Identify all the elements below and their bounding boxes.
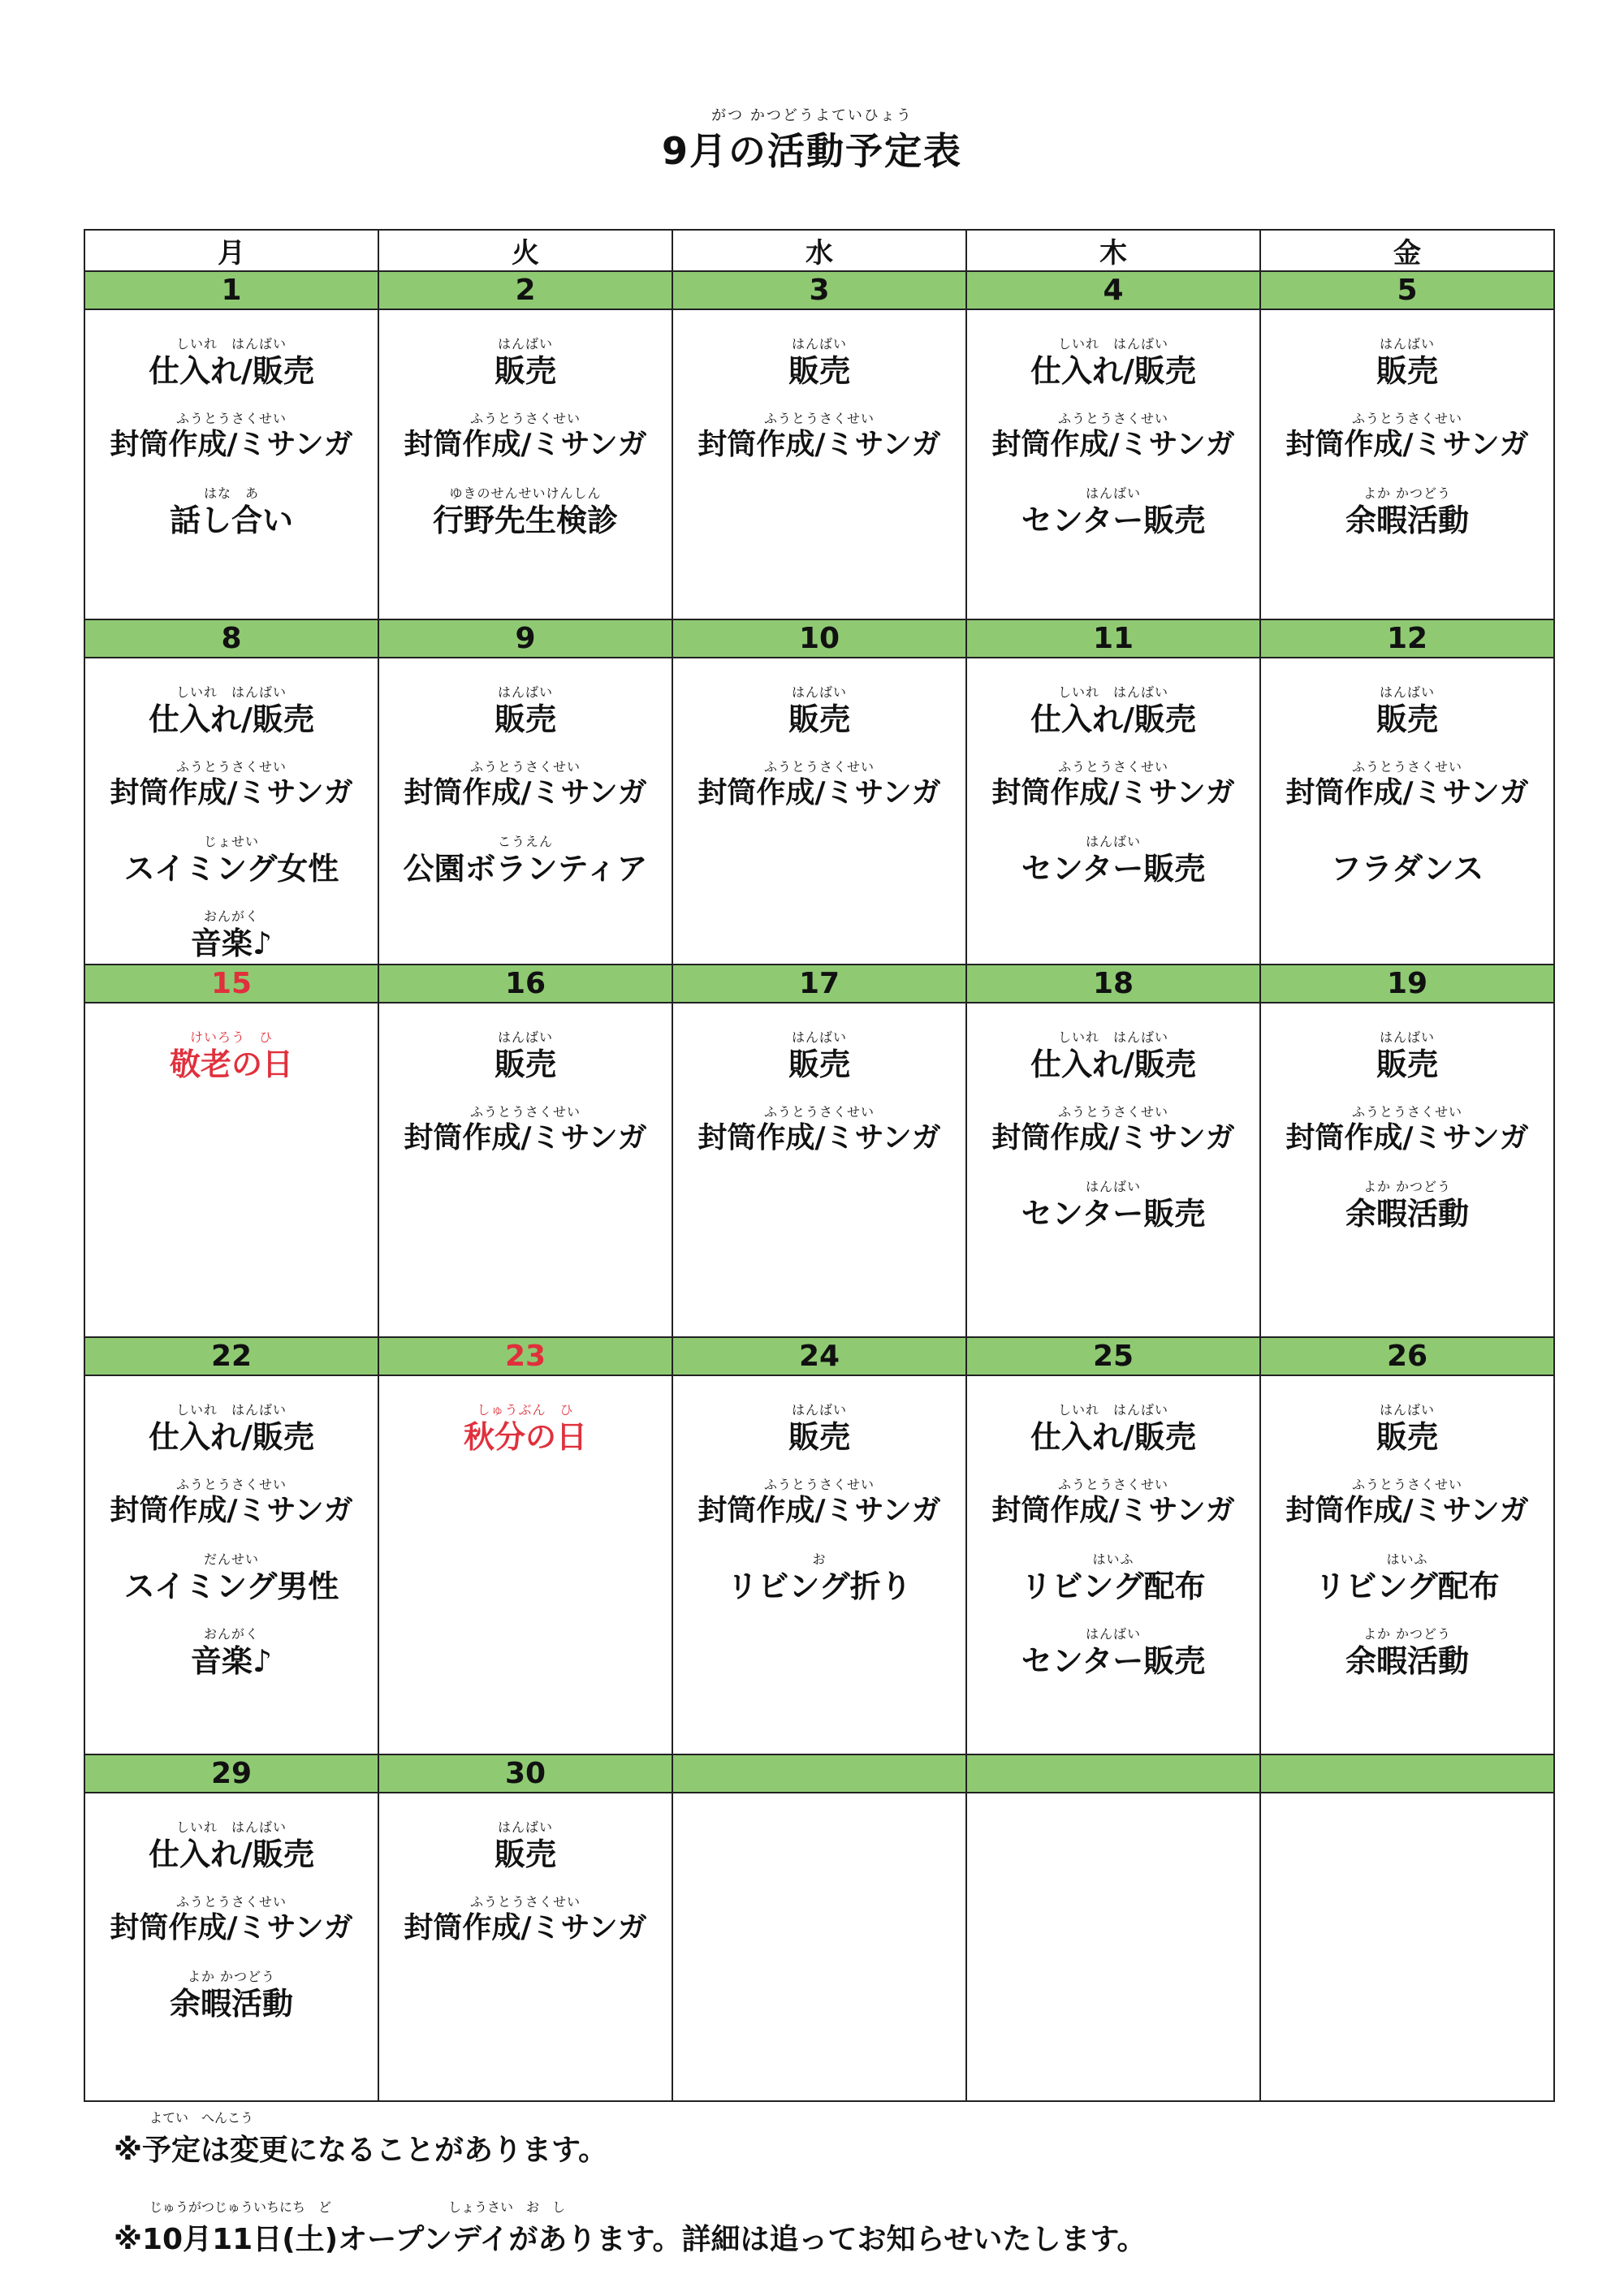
activity-text: スイミング女性 <box>123 851 339 887</box>
activity-text: 販売 <box>1376 1419 1438 1455</box>
activity-ruby: ふうとうさくせい <box>469 1104 581 1120</box>
day-number-row <box>84 271 1554 309</box>
activity-item <box>379 412 672 466</box>
activity-ruby: はんばい <box>497 684 553 700</box>
day-number <box>672 1754 966 1793</box>
day-number <box>966 1754 1260 1793</box>
activity-item <box>85 761 378 814</box>
activity-text: 封筒作成/ミサンガ <box>698 776 941 809</box>
activity-item <box>85 338 378 391</box>
day-cell <box>966 658 1260 965</box>
activity-ruby: よか かつどう <box>1363 486 1452 501</box>
activity-text: 封筒作成/ミサンガ <box>110 1494 353 1527</box>
day-number-row <box>84 965 1554 1003</box>
activity-ruby: しいれ はんばい <box>1057 336 1168 352</box>
day-number: 1 <box>84 271 378 309</box>
activity-text: 販売 <box>1376 353 1438 389</box>
activity-text: 音楽♪ <box>190 1643 273 1679</box>
activity-ruby: ふうとうさくせい <box>469 759 581 775</box>
activity-text: 販売 <box>788 701 850 737</box>
activity-text: 販売 <box>494 701 556 737</box>
activity-ruby: ゆきのせんせいけんしん <box>449 486 602 501</box>
day-number-row <box>84 1337 1554 1375</box>
activity-ruby: ふうとうさくせい <box>175 411 287 426</box>
activity-ruby: よか かつどう <box>187 1969 276 1984</box>
activity-ruby: じょせい <box>203 834 259 849</box>
activity-item <box>967 1404 1259 1457</box>
activity-text: 封筒作成/ミサンガ <box>991 428 1235 461</box>
activity-item <box>379 686 672 740</box>
activity-ruby: はんばい <box>1379 1029 1435 1045</box>
activity-ruby: ふうとうさくせい <box>1057 1477 1168 1492</box>
activity-item <box>379 1106 672 1159</box>
activity-ruby: はいふ <box>1386 1552 1428 1567</box>
activity-item <box>379 1404 672 1457</box>
weekday-header-row <box>84 230 1554 271</box>
day-cell <box>378 1003 672 1337</box>
day-number: 26 <box>1260 1337 1554 1375</box>
activity-item <box>967 1106 1259 1159</box>
weekday-fri: 金 <box>1260 230 1554 271</box>
note-ruby: じゅうがつじゅういちにち ど しょうさい お し <box>149 2199 566 2215</box>
activity-item <box>85 1478 378 1532</box>
activity-text: 販売 <box>494 1047 556 1082</box>
activity-ruby: はんばい <box>1379 336 1435 352</box>
activity-text: センター販売 <box>1021 1643 1206 1679</box>
activity-ruby: しいれ はんばい <box>1057 1402 1168 1418</box>
day-activities-row <box>84 309 1554 619</box>
activity-ruby: はんばい <box>497 336 553 352</box>
day-cell <box>1260 1375 1554 1754</box>
activity-ruby: けいろう ひ <box>189 1029 273 1045</box>
activity-ruby: ふうとうさくせい <box>763 1104 875 1120</box>
activity-ruby: はんばい <box>1085 834 1141 849</box>
activity-ruby: しいれ はんばい <box>175 1402 287 1418</box>
activity-item <box>967 761 1259 814</box>
day-number: 23 <box>378 1337 672 1375</box>
note-ruby: よてい へんこう <box>149 2110 254 2126</box>
activity-ruby: はんばい <box>497 1029 553 1045</box>
activity-text: 封筒作成/ミサンガ <box>110 428 353 461</box>
activity-ruby: ふうとうさくせい <box>175 1894 287 1910</box>
activity-text: 話し合い <box>169 503 293 538</box>
day-number: 25 <box>966 1337 1260 1375</box>
day-number: 3 <box>672 271 966 309</box>
activity-ruby: しいれ はんばい <box>175 336 287 352</box>
note-schedule-change <box>114 2110 608 2169</box>
activity-text: 封筒作成/ミサンガ <box>991 776 1235 809</box>
activity-item <box>85 1896 378 1949</box>
day-number: 9 <box>378 619 672 658</box>
day-cell <box>84 1793 378 2101</box>
day-number: 22 <box>84 1337 378 1375</box>
activity-item <box>85 1821 378 1875</box>
activity-text: 販売 <box>494 353 556 389</box>
activity-item <box>1261 686 1553 740</box>
activity-text: 行野先生検診 <box>432 503 618 538</box>
day-number: 24 <box>672 1337 966 1375</box>
activity-text: 仕入れ/販売 <box>1030 1047 1196 1082</box>
activity-ruby: はんばい <box>1085 1626 1141 1642</box>
activity-item <box>1261 1628 1553 1681</box>
activity-text: 敬老の日 <box>169 1047 293 1082</box>
activity-ruby: よか かつどう <box>1363 1626 1452 1642</box>
day-cell <box>378 1375 672 1754</box>
activity-text: 封筒作成/ミサンガ <box>110 776 353 809</box>
activity-ruby: ふうとうさくせい <box>1057 759 1168 775</box>
activity-ruby: はな あ <box>203 486 259 501</box>
activity-ruby: はんばい <box>497 1819 553 1835</box>
weekday-wed: 水 <box>672 230 966 271</box>
activity-text: 販売 <box>1376 1047 1438 1082</box>
day-number: 18 <box>966 965 1260 1003</box>
day-number: 16 <box>378 965 672 1003</box>
activity-text: 仕入れ/販売 <box>149 701 314 737</box>
activity-item <box>673 412 965 466</box>
note-text: ※予定は変更になることがあります。 <box>114 2134 608 2167</box>
activity-text: 余暇活動 <box>1345 1643 1469 1679</box>
calendar-table <box>84 229 1555 2102</box>
activity-item <box>1261 1553 1553 1607</box>
activity-text: 封筒作成/ミサンガ <box>991 1121 1235 1154</box>
activity-item <box>379 835 672 889</box>
activity-item <box>1261 1478 1553 1532</box>
activity-item <box>85 412 378 466</box>
day-cell <box>966 1003 1260 1337</box>
activity-text: 音楽♪ <box>190 926 273 961</box>
activity-ruby: はいふ <box>1092 1552 1134 1567</box>
activity-ruby: こうえん <box>497 834 553 849</box>
activity-text: 封筒作成/ミサンガ <box>404 1911 647 1944</box>
weekday-tue: 火 <box>378 230 672 271</box>
activity-text: 封筒作成/ミサンガ <box>991 1494 1235 1527</box>
activity-item <box>967 835 1259 889</box>
activity-ruby: しゅうぶん ひ <box>477 1402 574 1418</box>
activity-item <box>673 1553 965 1607</box>
activity-text: 封筒作成/ミサンガ <box>404 776 647 809</box>
activity-item <box>1261 1031 1553 1085</box>
day-number: 19 <box>1260 965 1554 1003</box>
activity-item <box>379 761 672 814</box>
activity-item <box>673 338 965 391</box>
day-number: 29 <box>84 1754 378 1793</box>
activity-ruby: はんばい <box>1085 1179 1141 1194</box>
activity-item <box>85 1031 378 1085</box>
activity-ruby: ふうとうさくせい <box>763 759 875 775</box>
activity-ruby: おんがく <box>203 1626 259 1642</box>
note-text: ※10月11日(土)オープンデイがあります。詳細は追ってお知らせいたします。 <box>114 2223 1147 2256</box>
day-cell <box>1260 309 1554 619</box>
day-number: 17 <box>672 965 966 1003</box>
activity-text: 仕入れ/販売 <box>149 1419 314 1455</box>
activity-item <box>1261 1106 1553 1159</box>
activity-text: 仕入れ/販売 <box>1030 353 1196 389</box>
activity-item <box>967 338 1259 391</box>
activity-ruby: ふうとうさくせい <box>469 1894 581 1910</box>
activity-item <box>85 1553 378 1607</box>
activity-item <box>1261 412 1553 466</box>
activity-text: リビング配布 <box>1021 1569 1206 1604</box>
day-cell <box>966 1375 1260 1754</box>
activity-item <box>967 1553 1259 1607</box>
activity-ruby: ふうとうさくせい <box>763 411 875 426</box>
activity-text: リビング配布 <box>1315 1569 1500 1604</box>
activity-text: 封筒作成/ミサンガ <box>698 1494 941 1527</box>
weekday-mon: 月 <box>84 230 378 271</box>
activity-item <box>967 686 1259 740</box>
activity-item <box>85 910 378 964</box>
activity-item <box>1261 761 1553 814</box>
activity-ruby: はんばい <box>791 1029 847 1045</box>
activity-ruby: ふうとうさくせい <box>175 1477 287 1492</box>
day-cell <box>378 658 672 965</box>
activity-item <box>1261 1404 1553 1457</box>
activity-ruby: はんばい <box>791 1402 847 1418</box>
activity-item <box>85 487 378 541</box>
activity-text: スイミング男性 <box>123 1569 339 1604</box>
day-number: 11 <box>966 619 1260 658</box>
activity-ruby: しいれ はんばい <box>1057 1029 1168 1045</box>
activity-text: 封筒作成/ミサンガ <box>1285 1494 1529 1527</box>
activity-ruby: しいれ はんばい <box>175 684 287 700</box>
activity-item <box>967 1478 1259 1532</box>
activity-text: 余暇活動 <box>1345 503 1469 538</box>
activity-item <box>967 412 1259 466</box>
activity-item <box>673 1031 965 1085</box>
activity-item <box>1261 835 1553 889</box>
activity-text: 封筒作成/ミサンガ <box>404 428 647 461</box>
day-number: 12 <box>1260 619 1554 658</box>
activity-text: 販売 <box>494 1836 556 1872</box>
activity-ruby: おんがく <box>203 908 259 924</box>
activity-text: 仕入れ/販売 <box>149 1836 314 1872</box>
note-open-day <box>114 2199 1147 2258</box>
activity-text: 仕入れ/販売 <box>1030 701 1196 737</box>
activity-ruby: ふうとうさくせい <box>1351 759 1462 775</box>
activity-text: 封筒作成/ミサンガ <box>1285 1121 1529 1154</box>
day-activities-row <box>84 658 1554 965</box>
activity-text: 公園ボランティア <box>403 851 648 887</box>
day-cell <box>84 309 378 619</box>
activity-text: 封筒作成/ミサンガ <box>698 1121 941 1154</box>
activity-text: 封筒作成/ミサンガ <box>698 428 941 461</box>
activity-text: 秋分の日 <box>463 1419 587 1455</box>
title-ruby: がつ かつどうよていひょう <box>711 107 913 124</box>
activity-ruby: お <box>812 1552 827 1567</box>
activity-ruby: だんせい <box>203 1552 259 1567</box>
activity-text: 販売 <box>788 1047 850 1082</box>
activity-item <box>379 1896 672 1949</box>
activity-text: 販売 <box>788 353 850 389</box>
activity-text: 仕入れ/販売 <box>1030 1419 1196 1455</box>
day-activities-row <box>84 1793 1554 2101</box>
activity-item <box>85 1628 378 1681</box>
activity-item <box>85 1970 378 2024</box>
activity-ruby: はんばい <box>791 684 847 700</box>
activity-item <box>967 487 1259 541</box>
activity-item <box>1261 1180 1553 1234</box>
day-cell <box>84 658 378 965</box>
weekday-thu: 木 <box>966 230 1260 271</box>
day-number: 8 <box>84 619 378 658</box>
day-cell <box>966 309 1260 619</box>
day-number: 5 <box>1260 271 1554 309</box>
activity-item <box>673 761 965 814</box>
activity-ruby: しいれ はんばい <box>1057 684 1168 700</box>
activity-item <box>1261 338 1553 391</box>
activity-text: センター販売 <box>1021 1196 1206 1232</box>
activity-item <box>85 835 378 889</box>
activity-item <box>379 1031 672 1085</box>
day-cell <box>1260 658 1554 965</box>
day-number: 4 <box>966 271 1260 309</box>
day-number: 2 <box>378 271 672 309</box>
activity-text: 封筒作成/ミサンガ <box>1285 776 1529 809</box>
activity-text: センター販売 <box>1021 851 1206 887</box>
activity-ruby: ふうとうさくせい <box>1057 1104 1168 1120</box>
day-cell <box>966 1793 1260 2101</box>
activity-item <box>673 1478 965 1532</box>
activity-item <box>673 1404 965 1457</box>
day-cell <box>672 1793 966 2101</box>
activity-text: リビング折り <box>727 1569 912 1604</box>
activity-item <box>673 1106 965 1159</box>
activity-item <box>967 1628 1259 1681</box>
day-number: 30 <box>378 1754 672 1793</box>
activity-ruby: ふうとうさくせい <box>1351 1104 1462 1120</box>
activity-ruby: ふうとうさくせい <box>1057 411 1168 426</box>
activity-text: 封筒作成/ミサンガ <box>110 1911 353 1944</box>
day-cell <box>378 309 672 619</box>
activity-item <box>379 338 672 391</box>
activity-ruby: ふうとうさくせい <box>1351 411 1462 426</box>
activity-ruby: はんばい <box>1379 1402 1435 1418</box>
activity-text: 封筒作成/ミサンガ <box>1285 428 1529 461</box>
activity-ruby: ふうとうさくせい <box>1351 1477 1462 1492</box>
activity-ruby: ふうとうさくせい <box>763 1477 875 1492</box>
activity-text: 余暇活動 <box>1345 1196 1469 1232</box>
day-number <box>1260 1754 1554 1793</box>
activity-item <box>673 686 965 740</box>
activity-text: 販売 <box>788 1419 850 1455</box>
activity-item <box>1261 487 1553 541</box>
activity-text: 仕入れ/販売 <box>149 353 314 389</box>
day-activities-row <box>84 1375 1554 1754</box>
activity-ruby: はんばい <box>791 336 847 352</box>
day-cell <box>672 658 966 965</box>
activity-text: フラダンス <box>1330 851 1484 887</box>
day-number-row <box>84 619 1554 658</box>
activity-item <box>379 487 672 541</box>
day-activities-row <box>84 1003 1554 1337</box>
activity-item <box>967 1031 1259 1085</box>
day-cell <box>672 1375 966 1754</box>
day-number-row <box>84 1754 1554 1793</box>
activity-ruby: ふうとうさくせい <box>175 759 287 775</box>
activity-text: 余暇活動 <box>169 1986 293 2022</box>
activity-text: 封筒作成/ミサンガ <box>404 1121 647 1154</box>
activity-ruby: はんばい <box>1085 486 1141 501</box>
day-cell <box>1260 1793 1554 2101</box>
activity-item <box>967 1180 1259 1234</box>
activity-ruby: しいれ はんばい <box>175 1819 287 1835</box>
day-cell <box>84 1375 378 1754</box>
activity-item <box>85 1404 378 1457</box>
activity-item <box>379 1821 672 1875</box>
day-number: 15 <box>84 965 378 1003</box>
day-cell <box>672 1003 966 1337</box>
day-cell <box>84 1003 378 1337</box>
page-title: 9月の活動予定表 <box>661 129 962 173</box>
activity-ruby: よか かつどう <box>1363 1179 1452 1194</box>
activity-ruby: ふうとうさくせい <box>469 411 581 426</box>
activity-ruby: はんばい <box>1379 684 1435 700</box>
day-cell <box>672 309 966 619</box>
activity-text: センター販売 <box>1021 503 1206 538</box>
day-number: 10 <box>672 619 966 658</box>
day-cell <box>378 1793 672 2101</box>
day-cell <box>1260 1003 1554 1337</box>
activity-text: 販売 <box>1376 701 1438 737</box>
activity-item <box>85 686 378 740</box>
